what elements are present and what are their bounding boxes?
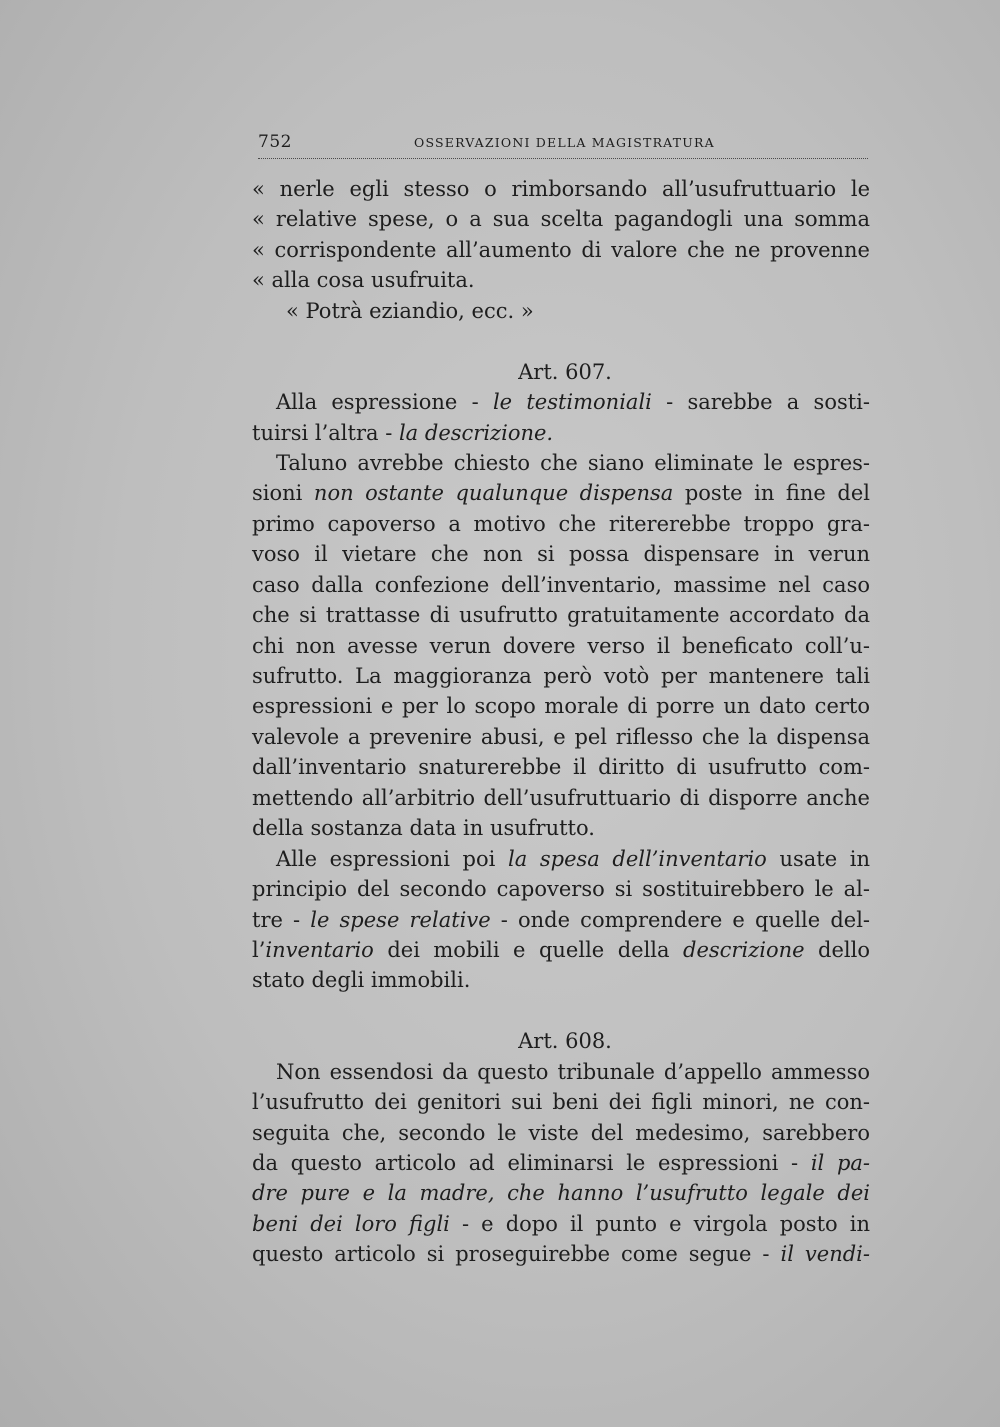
paragraph-line: Alla espressione - le testimoniali - sarebbe a sosti- <box>276 390 870 415</box>
paragraph-line: tuirsi l’altra - la descrizione. <box>252 420 554 445</box>
paragraph-line: sufrutto. La maggioranza però votò per mantenere tali <box>252 664 870 688</box>
paragraph-line: l’usufrutto dei genitori sui beni dei figli minori, ne con- <box>252 1090 870 1115</box>
paragraph-line: da questo articolo ad eliminarsi le espressioni - il pa- <box>252 1151 870 1175</box>
paragraph-line: Taluno avrebbe chiesto che siano eliminate le espres- <box>276 450 870 475</box>
paragraph-line: che si trattasse di usufrutto gratuitamente accordato da <box>252 603 870 628</box>
paragraph-line: questo articolo si proseguirebbe come segue - il vendi- <box>252 1242 870 1267</box>
paragraph-line: beni dei loro figli - e dopo il punto e virgola posto in <box>252 1211 870 1236</box>
page-header <box>258 132 868 159</box>
paragraph-line: della sostanza data in usufrutto. <box>252 816 595 841</box>
paragraph-line: principio del secondo capoverso si sostituirebbero le al- <box>252 877 870 902</box>
paragraph-line: stato degli immobili. <box>252 968 471 993</box>
paragraph-line: chi non avesse verun dovere verso il beneficato coll’u- <box>252 633 870 658</box>
paragraph-line: espressioni e per lo scopo morale di porre un dato certo <box>252 694 870 719</box>
quote-line: « relative spese, o a sua scelta pagandogli una somma <box>252 207 870 232</box>
running-head: OSSERVAZIONI DELLA MAGISTRATURA <box>414 135 715 150</box>
article-607-paragraph-1 <box>252 387 870 448</box>
article-608-paragraph-1 <box>252 1057 870 1270</box>
paragraph-line: dre pure e la madre, che hanno l’usufrutto legale dei <box>252 1181 870 1206</box>
paragraph-line: primo capoverso a motivo che ritererebbe troppo gra- <box>252 511 870 536</box>
paragraph-line: voso il vietare che non si possa dispensare in verun <box>252 542 870 567</box>
paragraph-line: Non essendosi da questo tribunale d’appello ammesso <box>276 1059 870 1084</box>
quote-line: « corrispondente all’aumento di valore che ne provenne <box>252 237 870 262</box>
article-607-paragraph-3 <box>252 844 870 996</box>
quote-line: « nerle egli stesso o rimborsando all’usufruttuario le <box>252 177 870 201</box>
article-heading-607: Art. 607. <box>518 359 612 384</box>
page-number: 752 <box>258 132 292 152</box>
paragraph-line: sioni non ostante qualunque dispensa poste in fine del <box>252 481 870 506</box>
quote-line: « Potrà eziandio, ecc. » <box>286 298 534 323</box>
quoted-passage <box>252 174 870 326</box>
paragraph-line: caso dalla confezione dell’inventario, massime nel caso <box>252 572 870 597</box>
body-text <box>252 174 870 1270</box>
quote-line: « alla cosa usufruita. <box>252 268 475 293</box>
paragraph-line: mettendo all’arbitrio dell’usufruttuario di disporre anche <box>252 785 870 810</box>
paragraph-line: l’inventario dei mobili e quelle della descrizione dello <box>252 937 870 962</box>
paragraph-line: Alle espressioni poi la spesa dell’inventario usate in <box>276 846 870 871</box>
paragraph-line: seguita che, secondo le viste del medesimo, sarebbero <box>252 1120 870 1145</box>
article-heading-608: Art. 608. <box>518 1029 612 1054</box>
paragraph-line: dall’inventario snaturerebbe il diritto di usufrutto com- <box>252 755 870 780</box>
paragraph-line: valevole a prevenire abusi, e pel riflesso che la dispensa <box>252 724 870 749</box>
article-607-paragraph-2 <box>252 448 870 844</box>
paragraph-line: tre - le spese relative - onde comprendere e quelle del- <box>252 907 871 932</box>
